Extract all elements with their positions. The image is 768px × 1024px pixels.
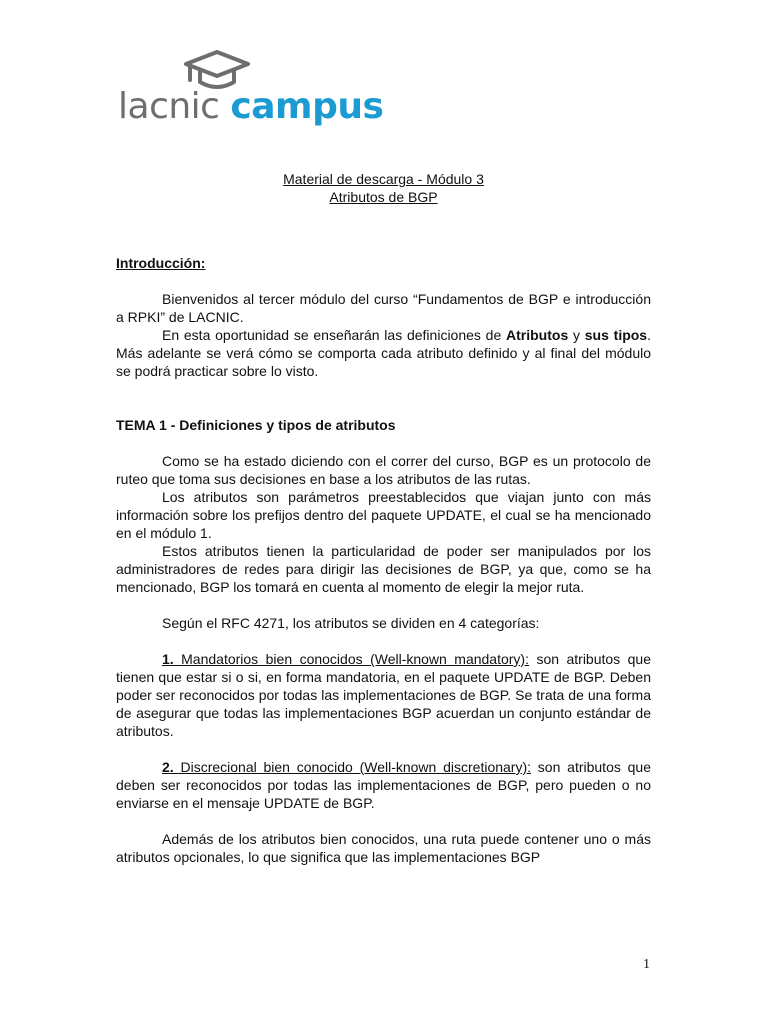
- document-body: [116, 254, 651, 866]
- logo-wordmark: [118, 86, 383, 128]
- category-1-text: son atributos que tienen que estar si o si, en forma mandatoria, en el paquete UPDATE de BGP. Deben poder ser reconocidos por todas las implementaciones de BGP. Se trata de una forma de asegurar que todas las implementaciones BGP acuerdan un conjunto estándar de atributos.: [116, 651, 652, 739]
- intro-paragraph-1: Bienvenidos al tercer módulo del curso “Fundamentos de BGP e introducción a RPKI” de LACNIC.: [116, 291, 651, 325]
- document-title: [116, 170, 651, 206]
- category-item-2: [116, 758, 651, 812]
- intro-p2-bold-atributos: Atributos: [506, 327, 569, 343]
- category-2-text: son atributos que deben ser reconocidos por todas las implementaciones de BGP, pero pueden o no enviarse en el mensaje UPDATE de BGP.: [116, 759, 651, 811]
- tema1-paragraph-4: Según el RFC 4271, los atributos se dividen en 4 categorías:: [162, 615, 540, 631]
- logo-word-campus: campus: [230, 86, 384, 127]
- lacnic-campus-logo: [118, 48, 384, 130]
- tema1-paragraph-5: Además de los atributos bien conocidos, una ruta puede contener uno o más atributos opcionales, lo que significa que las implementaciones BGP: [116, 831, 651, 865]
- intro-p2-text-c: . Más adelante se verá cómo se comporta cada atributo definido y al final del módulo se podrá practicar sobre lo visto.: [116, 327, 651, 379]
- tema1-paragraph-3: Estos atributos tienen la particularidad de poder ser manipulados por los administradores de redes para dirigir las decisiones de BGP, ya que, como se ha mencionado, BGP los tomará en cuenta al momento de elegir la mejor ruta.: [116, 543, 651, 595]
- title-line-1: Material de descarga - Módulo 3: [283, 171, 484, 187]
- intro-p2-text-b: y: [568, 327, 585, 343]
- tema1-paragraph-1: Como se ha estado diciendo con el correr del curso, BGP es un protocolo de ruteo que toma sus decisiones en base a los atributos de las rutas.: [116, 453, 651, 487]
- logo-word-lacnic: lacnic: [118, 86, 220, 127]
- category-item-1: [116, 650, 651, 740]
- page-number: 1: [643, 957, 650, 972]
- intro-p2-bold-tipos: sus tipos: [584, 327, 648, 343]
- tema1-paragraph-2: Los atributos son parámetros preestablecidos que viajan junto con más información sobre los prefijos dentro del paquete UPDATE, el cual se ha mencionado en el módulo 1.: [116, 489, 651, 541]
- category-2-number: 2.: [162, 759, 174, 775]
- title-line-2: Atributos de BGP: [329, 189, 438, 205]
- intro-heading: Introducción:: [116, 255, 206, 271]
- category-2-label: Discrecional bien conocido (Well-known discretionary):: [173, 759, 532, 775]
- intro-paragraph-2: [116, 326, 651, 380]
- intro-p2-text-a: En esta oportunidad se enseñarán las definiciones de: [162, 327, 507, 343]
- tema1-heading: TEMA 1 - Definiciones y tipos de atributos: [116, 417, 396, 433]
- category-1-number: 1.: [162, 651, 174, 667]
- category-1-label: Mandatorios bien conocidos (Well-known mandatory):: [173, 651, 529, 667]
